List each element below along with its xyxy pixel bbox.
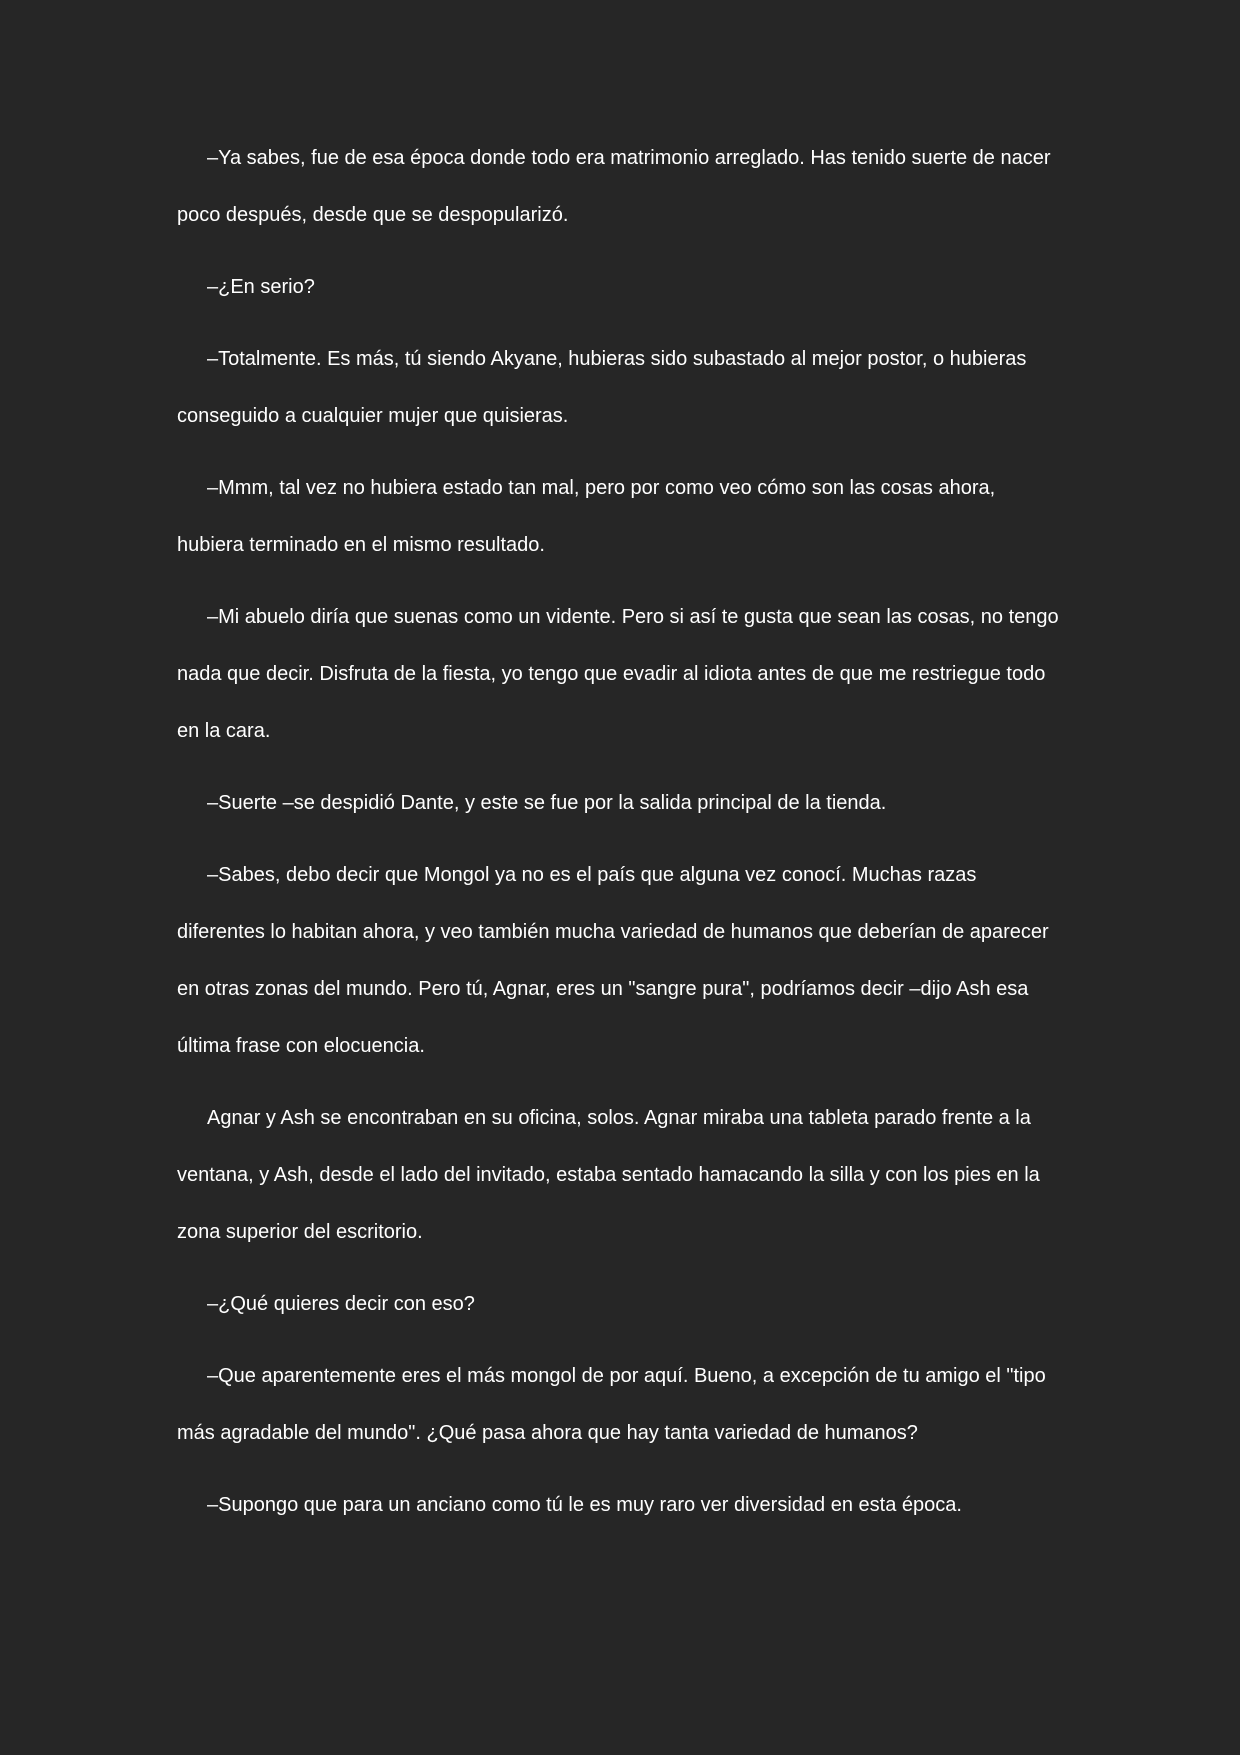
paragraph: –Mi abuelo diría que suenas como un vidente. Pero si así te gusta que sean las cosas, no tengo nada que decir. Disfruta de la fiesta, yo tengo que evadir al idiota antes de que me restriegue todo en la cara. [177,606,1059,742]
paragraph: –¿Qué quieres decir con eso? [207,1293,475,1315]
paragraph: –Supongo que para un anciano como tú le es muy raro ver diversidad en esta época. [207,1494,962,1516]
document-body [177,130,1067,1549]
paragraph: –Mmm, tal vez no hubiera estado tan mal, pero por como veo cómo son las cosas ahora, hubiera terminado en el mismo resultado. [177,477,996,556]
paragraph: Agnar y Ash se encontraban en su oficina, solos. Agnar miraba una tableta parado frente a la ventana, y Ash, desde el lado del invitado, estaba sentado hamacando la silla y con los pies en la zona superior del escritorio. [177,1107,1040,1243]
paragraph: –Totalmente. Es más, tú siendo Akyane, hubieras sido subastado al mejor postor, o hubieras conseguido a cualquier mujer que quisieras. [177,348,1027,427]
paragraph: –Suerte –se despidió Dante, y este se fue por la salida principal de la tienda. [207,792,887,814]
paragraph: –Ya sabes, fue de esa época donde todo era matrimonio arreglado. Has tenido suerte de nacer poco después, desde que se despopularizó. [177,147,1051,226]
paragraph: –Sabes, debo decir que Mongol ya no es el país que alguna vez conocí. Muchas razas diferentes lo habitan ahora, y veo también mucha variedad de humanos que deberían de aparecer en otras zonas del mundo. Pero tú, Agnar, eres un "sangre pura", podríamos decir –dijo Ash esa última frase con elocuencia. [177,864,1049,1057]
paragraph: –Que aparentemente eres el más mongol de por aquí. Bueno, a excepción de tu amigo el "tipo más agradable del mundo". ¿Qué pasa ahora que hay tanta variedad de humanos? [177,1365,1046,1444]
paragraph: –¿En serio? [207,276,315,298]
